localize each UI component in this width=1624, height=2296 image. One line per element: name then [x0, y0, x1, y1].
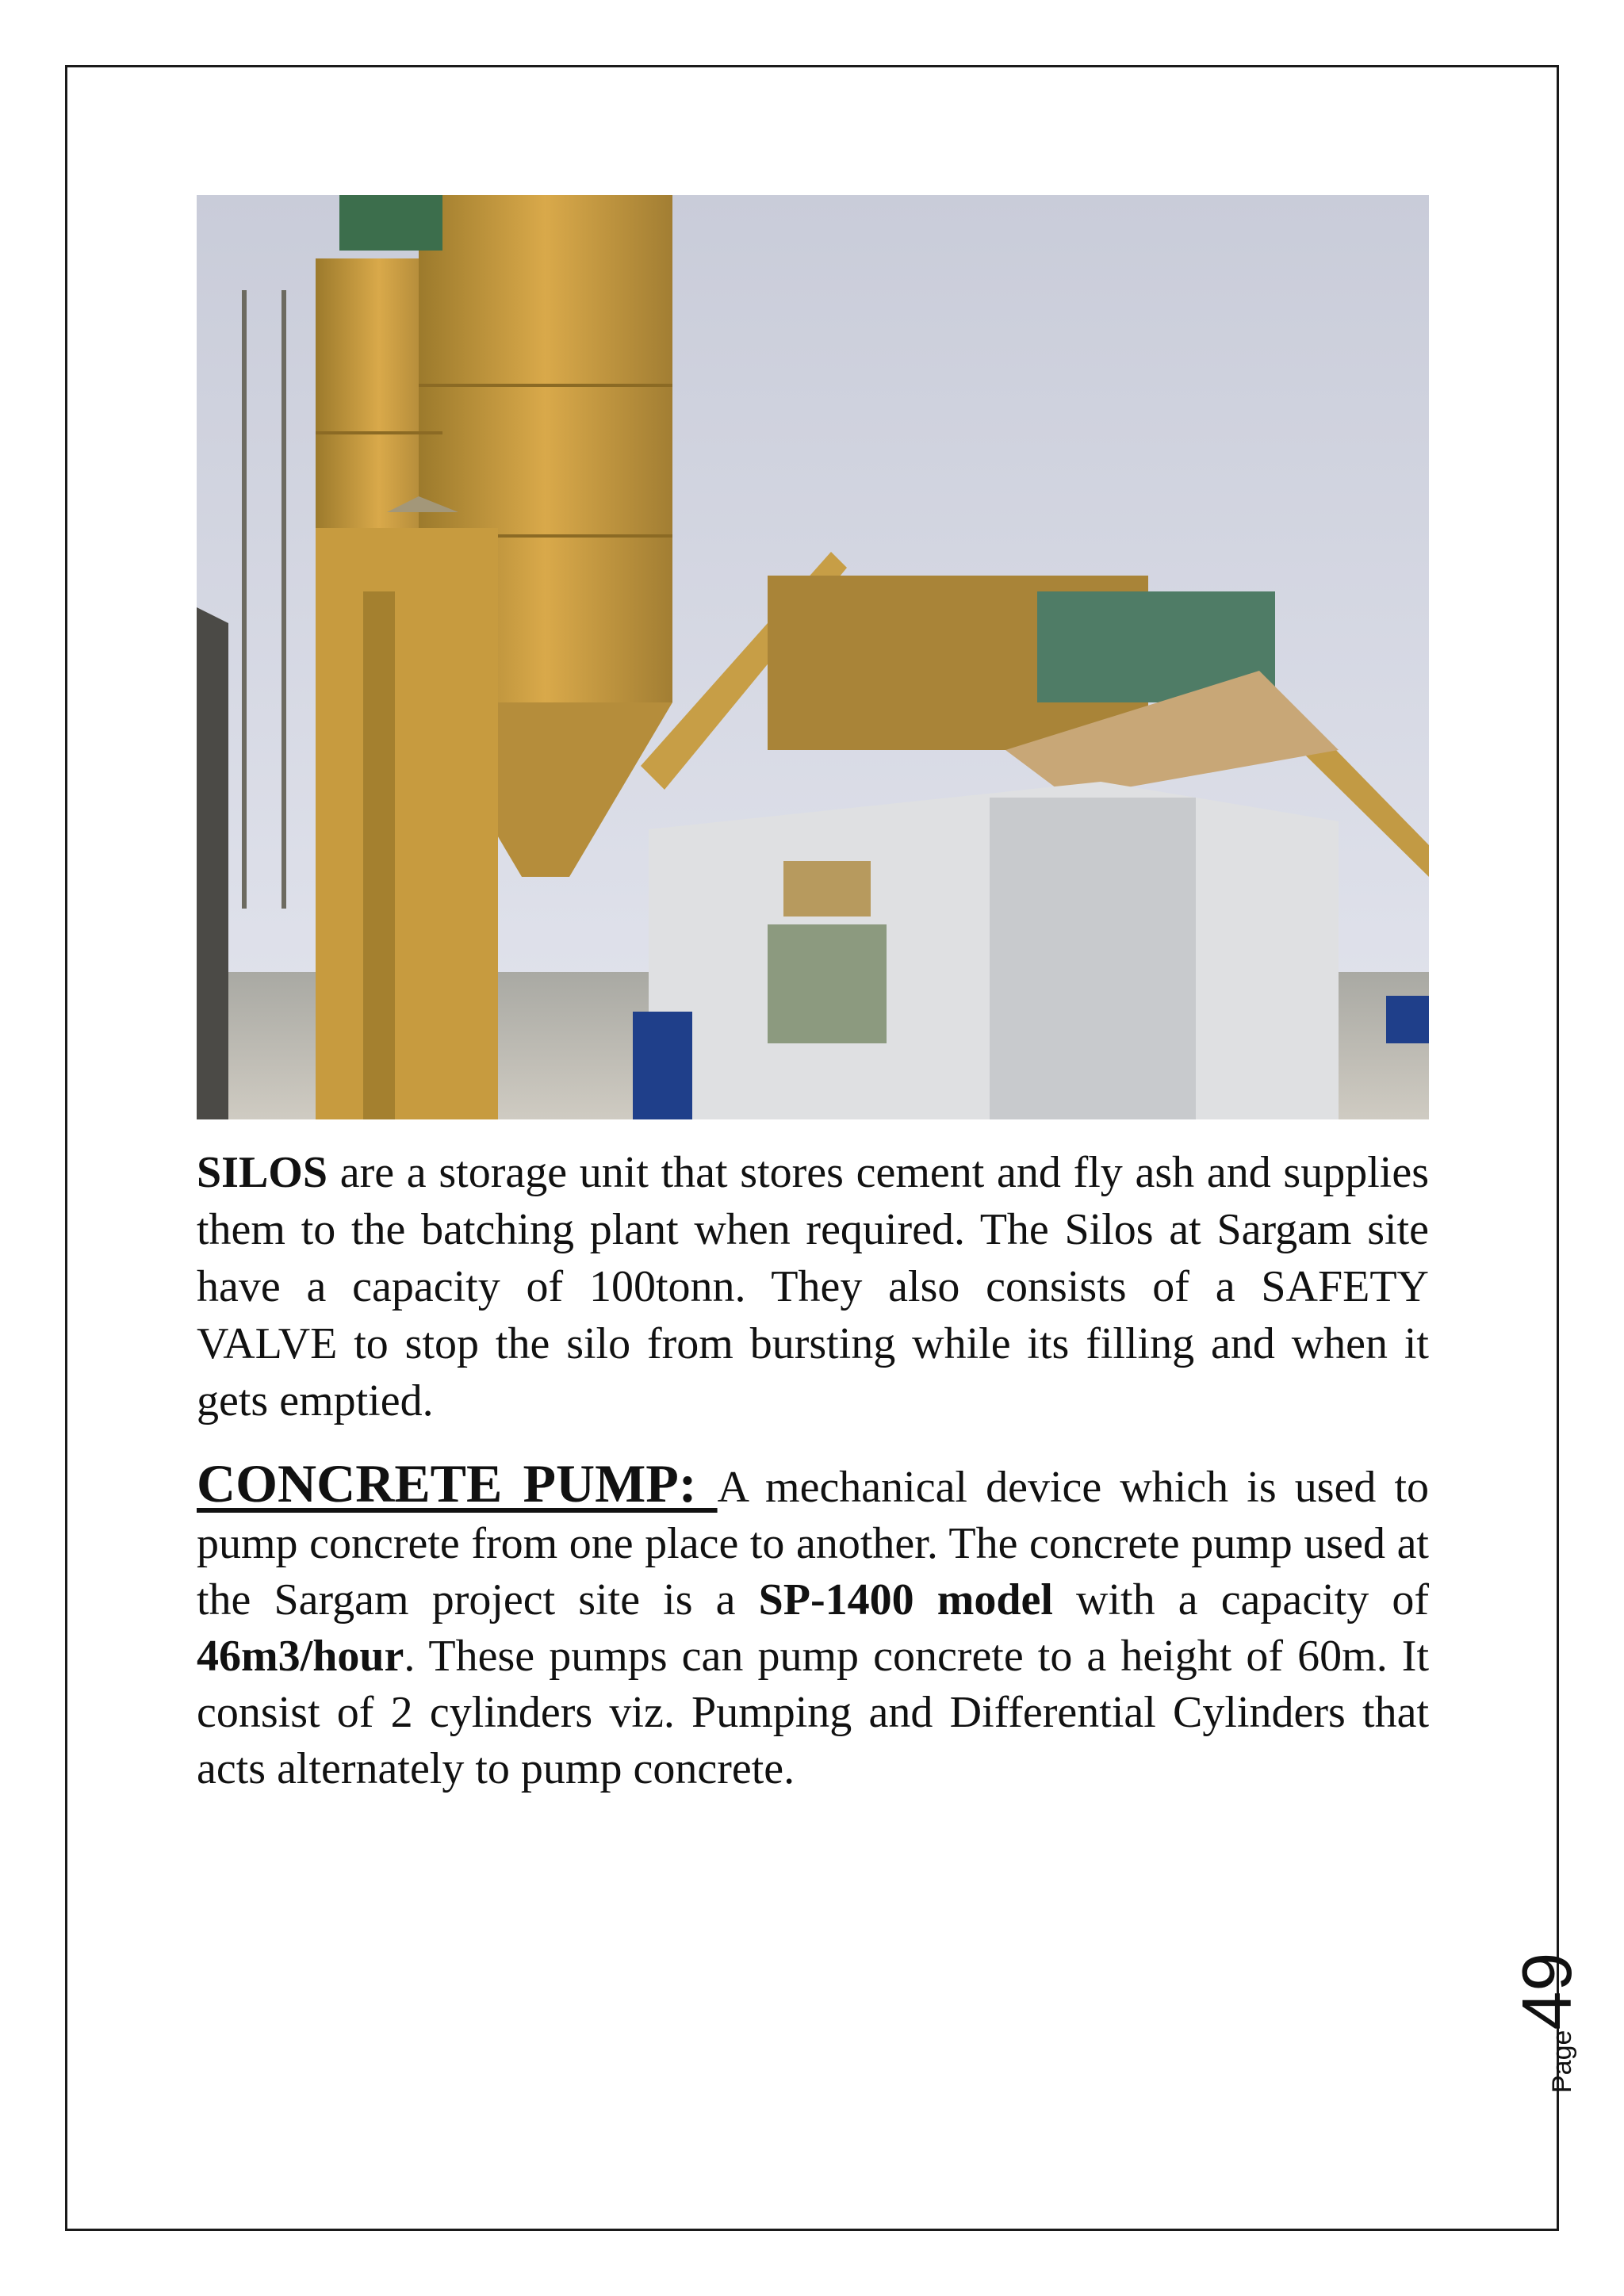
batching-plant-photo [197, 195, 1429, 1119]
silos-paragraph [197, 1144, 1429, 1429]
silos-description: are a storage unit that stores cement and fly ash and supplies them to the batching plant when required. The Silos at Sargam site have a capacity of 100tonn. They also consists of a SAFETY VALVE to stop the silo from bursting while its filling and when it gets emptied. [197, 1148, 1429, 1425]
page-label: Page [1547, 2030, 1577, 2093]
page-number [1507, 1953, 1588, 2093]
pump-description-part2: with a capacity of [1052, 1575, 1429, 1624]
concrete-pump-heading: CONCRETE PUMP: [197, 1453, 718, 1513]
silos-term: SILOS [197, 1148, 327, 1197]
page-number-value: 49 [1507, 1952, 1586, 2030]
pump-description-part1: A mechanical device which is used to pump concrete from one place to another. The concrete pump used at the Sargam project site is a [197, 1463, 1429, 1624]
pump-model: SP-1400 model [758, 1575, 1053, 1624]
pump-capacity: 46m3/hour [197, 1632, 404, 1681]
concrete-pump-paragraph [197, 1453, 1429, 1797]
pump-description-part3: . These pumps can pump concrete to a height of 60m. It consist of 2 cylinders viz. Pumping and Differential Cylinders that acts alternately to pump concrete. [197, 1632, 1429, 1793]
